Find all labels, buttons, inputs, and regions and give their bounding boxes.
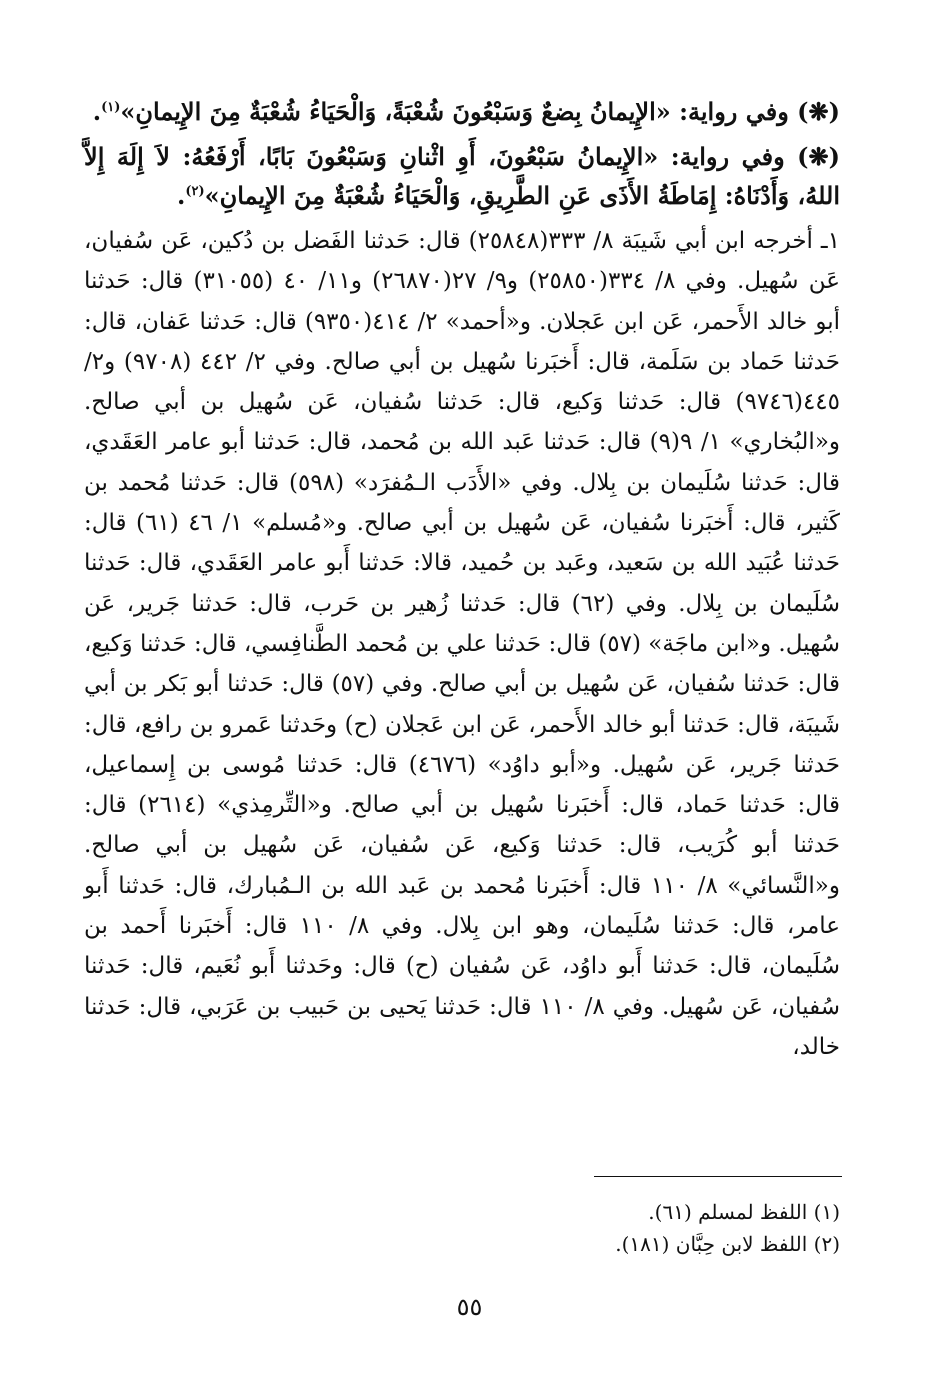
page-number: ٥٥ [456, 1293, 483, 1321]
main-text [84, 92, 840, 1067]
hadith-variant-1 [84, 92, 840, 131]
footnote-1: (١) اللفظ لمسلم (٦١). [648, 1200, 840, 1224]
hadith-variant-2 [84, 137, 840, 215]
footnote-ref-1[interactable]: (١) [101, 100, 121, 115]
hadith-variant-2-tail: . [176, 181, 186, 210]
footnote-separator [594, 1176, 842, 1177]
footnotes [420, 1196, 840, 1260]
footnote-2: (٢) اللفظ لابن حِبَّان (١٨١). [615, 1232, 840, 1256]
takhrij-paragraph: ١ـ أخرجه ابن أبي شَيبَة ٨/ ٣٣٣(٢٥٨٤٨) قال: حَدثنا الفَضل بن دُكين، عَن سُفيان، عَن سُهيل. وفي ٨/ ٣٣٤(٢٥٨٥٠) و٩/ ٢٧(٢٦٨٧٠) و١١/ ٤٠ (٣١٠٥٥) قال: حَدثنا أبو خالد الأَحمر، عَن ابن عَجلان. و«أحمد» ٢/ ٤١٤(٩٣٥٠) قال: حَدثنا عَفان، قال: حَدثنا حَماد بن سَلَمة، قال: أَخبَرنا سُهيل بن أبي صالح. وفي ٢/ ٤٤٢ (٩٧٠٨) و٢/ ٤٤٥(٩٧٤٦) قال: حَدثنا وَكيع، قال: حَدثنا سُفيان، عَن سُهيل بن أبي صالح. و«البُخاري» ١/ ٩(٩) قال: حَدثنا عَبد الله بن مُحمد، قال: حَدثنا أبو عامر العَقَدي، قال: حَدثنا سُلَيمان بن بِلال. وفي «الأَدَب الـمُفرَد» (٥٩٨) قال: حَدثنا مُحمد بن كَثير، قال: أَخبَرنا سُفيان، عَن سُهيل بن أبي صالح. و«مُسلم» ١/ ٤٦ (٦١) قال: حَدثنا عُبَيد الله بن سَعيد، وعَبد بن حُميد، قالا: حَدثنا أَبو عامر العَقَدي، قال: حَدثنا سُلَيمان بن بِلال. وفي (٦٢) قال: حَدثنا زُهير بن حَرب، قال: حَدثنا جَرير، عَن سُهيل. و«ابن ماجَة» (٥٧) قال: حَدثنا علي بن مُحمد الطَّنافِسي، قال: حَدثنا وَكيع، قال: حَدثنا سُفيان، عَن سُهيل بن أبي صالح. وفي (٥٧) قال: حَدثنا أبو بَكر بن أبي شَيبَة، قال: حَدثنا أبو خالد الأَحمر، عَن ابن عَجلان (ح) وحَدثنا عَمرو بن رافع، قال: حَدثنا جَرير، عَن سُهيل. و«أبو داوُد» (٤٦٧٦) قال: حَدثنا مُوسى بن إِسماعيل، قال: حَدثنا حَماد، قال: أَخبَرنا سُهيل بن أبي صالح. و«التِّرمِذي» (٢٦١٤) قال: حَدثنا أبو كُرَيب، قال: حَدثنا وَكيع، عَن سُفيان، عَن سُهيل بن أبي صالح. و«النَّسائي» ٨/ ١١٠ قال: أَخبَرنا مُحمد بن عَبد الله بن الـمُبارك، قال: حَدثنا أَبو عامر، قال: حَدثنا سُلَيمان، وهو ابن بِلال. وفي ٨/ ١١٠ قال: أَخبَرنا أَحمد بن سُلَيمان، قال: حَدثنا أَبو داوُد، عَن سُفيان (ح) قال: وحَدثنا أَبو نُعَيم، قال: حَدثنا سُفيان، عَن سُهيل. وفي ٨/ ١١٠ قال: حَدثنا يَحيى بن حَبيب بن عَرَبي، قال: حَدثنا خالد، [84, 228, 841, 1060]
hadith-variant-1-tail: . [92, 97, 102, 126]
hadith-variant-1-text: (❋) وفي رواية: «الإِيمانُ بِضعٌ وَسَبْعُونَ شُعْبَةً، وَالْحَيَاءُ شُعْبَةٌ مِنَ الإِيمانِ» [120, 97, 840, 126]
footnote-ref-2[interactable]: (٢) [185, 184, 205, 199]
hadith-variant-2-text: (❋) وفي رواية: «الإِيمانُ سَبْعُونَ، أَوِ اثْنانِ وَسَبْعُونَ بَابًا، أَرْفَعُهُ: لاَ إِلَهَ إِلاَّ اللهُ، وَأَدْنَاهُ: إِمَاطَةُ الأَذَى عَنِ الطَّرِيقِ، وَالْحَيَاءُ شُعْبَةٌ مِنَ الإِيمانِ» [84, 142, 840, 210]
